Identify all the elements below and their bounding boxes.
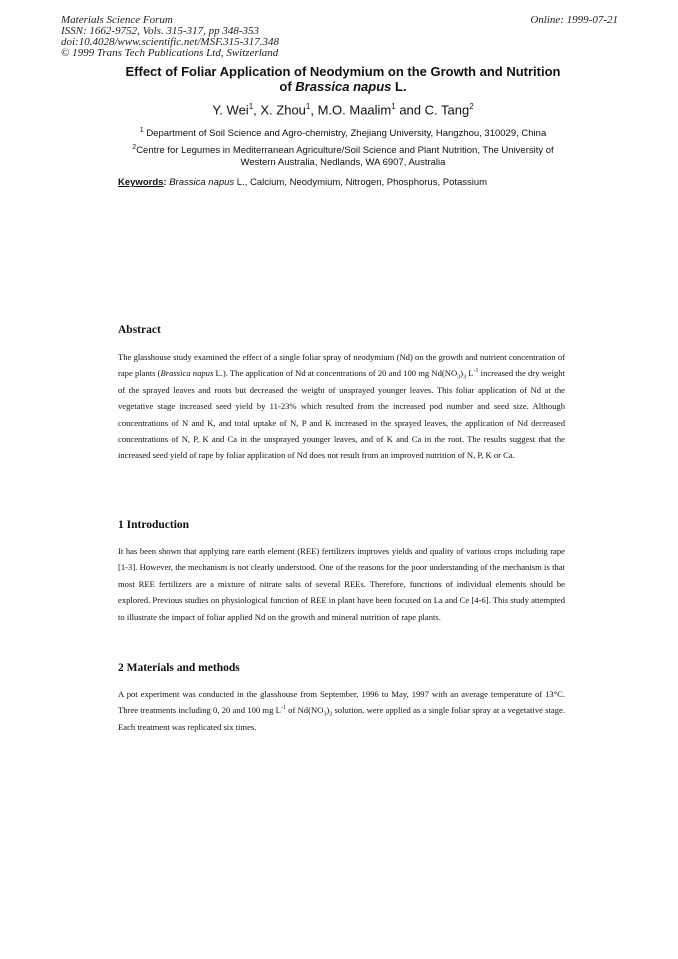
doi-line: doi:10.4028/www.scientific.net/MSF.315-317.348	[61, 36, 280, 48]
affiliation-text: Centre for Legumes in Mediterranean Agriculture/Soil Science and Plant Nutrition, The University of Western Australia, Nedlands, WA 6907, Australia	[136, 145, 554, 169]
author-name: C. Tang	[424, 102, 470, 118]
methods-superscript: -1	[280, 705, 286, 712]
methods-fragment: )	[326, 705, 330, 716]
author-affiliation-mark: 1	[391, 102, 396, 111]
methods-heading: 2 Materials and methods	[118, 662, 240, 674]
author-name: X. Zhou	[260, 102, 306, 118]
methods-fragment: of Nd(NO	[285, 705, 324, 716]
online-date: Online: 1999-07-21	[530, 14, 618, 26]
copyright-line: © 1999 Trans Tech Publications Ltd, Switzerland	[61, 47, 279, 59]
author-separator: ,	[253, 102, 261, 118]
abstract-fragment: L.). The application of Nd at concentrations of 20 and 100 mg Nd(NO	[213, 368, 458, 379]
paper-title	[100, 64, 586, 94]
keywords-label: Keywords	[118, 177, 164, 188]
author-separator: ,	[310, 102, 318, 118]
journal-name: Materials Science Forum	[61, 14, 173, 26]
methods-fragment: A pot experiment was conducted in the glasshouse from September, 1996 to May, 1997 with an average temperature of 13°C. Three treatments including 0, 20 and 100 mg L	[118, 689, 565, 716]
abstract-fragment: increased the dry weight of the sprayed leaves and roots but decreased the weight of unsprayed younger leaves. This foliar application of Nd at the vegetative stage increased seed yield by 11-23% which resulted from the increased pod number and seed size. Although concentrations of N and K, and total uptake of N, P and K increased in the sprayed leaves, the application of Nd decreased concentrations of N, P, K and Ca in the unsprayed younger leaves, and of K and Ca in the root. The results suggest that the increased seed yield of rape by foliar application of Nd does not result from an improved nutrition of N, P, K or Ca.	[118, 368, 565, 461]
issn-line: ISSN: 1662-9752, Vols. 315-317, pp 348-353	[61, 25, 259, 37]
affiliation-number: 1	[139, 127, 144, 134]
author-affiliation-mark: 2	[469, 102, 474, 111]
introduction-heading: 1 Introduction	[118, 519, 190, 531]
methods-text	[118, 686, 565, 735]
introduction-text: It has been shown that applying rare earth element (REE) fertilizers improves yields and quality of various crops including rape [1-3]. However, the mechanism is not clearly understood. One of the reasons for the poor understanding of the mechanism is that most REE fertilizers are a mixture of nitrate salts of several REEs. Therefore, functions of individual elements should be explored. Previous studies on physiological function of REE in plant have been focused on La and Ce [4-6]. This study attempted to illustrate the impact of foliar applied Nd on the growth and mineral nutrition of rape plants.	[118, 546, 565, 622]
methods-subscript: 3	[323, 712, 327, 719]
abstract-heading: Abstract	[118, 324, 161, 336]
keywords-list: L., Calcium, Neodymium, Nitrogen, Phosphorus, Potassium	[234, 177, 488, 188]
abstract-fragment: L	[466, 368, 474, 379]
author-name: M.O. Maalim	[317, 102, 392, 118]
author-list	[100, 102, 586, 117]
title-suffix: L.	[391, 79, 407, 94]
abstract-fragment: )	[460, 368, 464, 379]
keywords-colon: :	[163, 177, 170, 188]
author-affiliation-mark: 1	[305, 102, 311, 111]
methods-fragment: solution, were applied as a single foliar spray at a vegetative stage. Each treatment was replicated six times.	[118, 705, 565, 732]
affiliation-text: Department of Soil Science and Agro-chemistry, Zhejiang University, Hangzhou, 310029, China	[146, 128, 547, 140]
abstract-subscript: 3	[463, 375, 467, 382]
abstract-fragment: The glasshouse study examined the effect of a single foliar spray of neodymium (Nd) on the growth and nutrient concentration of rape plants (	[118, 352, 565, 379]
author-name: Y. Wei	[212, 102, 249, 118]
title-prefix: of	[279, 79, 296, 94]
keywords-species: Brassica napus	[169, 177, 235, 188]
title-species: Brassica napus	[295, 79, 392, 94]
methods-subscript: 3	[329, 712, 333, 719]
abstract-text	[118, 349, 565, 464]
keywords	[118, 177, 487, 188]
title-line-2	[100, 79, 586, 94]
author-separator: and	[395, 102, 425, 118]
abstract-superscript: -1	[473, 368, 479, 375]
journal-header	[61, 15, 279, 59]
affiliation-2	[120, 142, 566, 169]
abstract-species: Brassica napus	[160, 368, 214, 379]
title-line-1: Effect of Foliar Application of Neodymium on the Growth and Nutrition	[125, 64, 561, 79]
author-affiliation-mark: 1	[248, 102, 254, 111]
abstract-subscript: 3	[457, 375, 461, 382]
affiliation-number: 2	[132, 144, 137, 151]
affiliation-1	[120, 125, 566, 140]
